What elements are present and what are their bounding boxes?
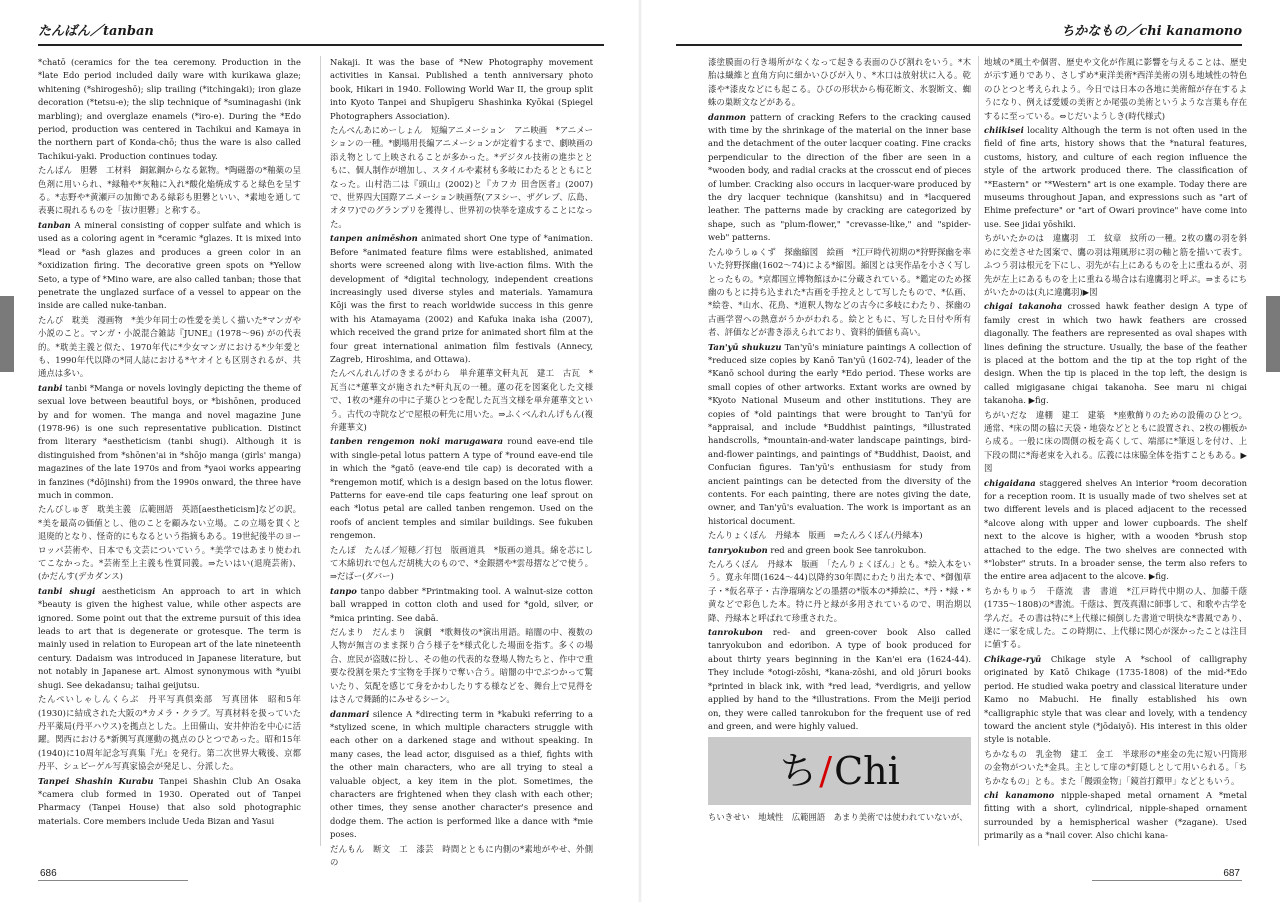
- right-page: [640, 0, 1280, 902]
- dictionary-entry-english: chigaidana staggered shelves An interior *room decoration for a reception room. It is usually made of two shelves set at two different levels and is placed adjacent to the recessed *alcove along with upper and lower cupboards. The shelf next to the alcove is higher, with a wooden *brush stop attached to the edge. The two shelves are connected with *"lobster" struts. In a broader sense, the term also refers to the entire area adjacent to the alcove. ▶fig.: [984, 477, 1247, 582]
- dictionary-entry-japanese: たんべんれんげのきまるがわら 単弁蓮華文軒丸瓦 建工 古瓦 *瓦当に*蓮華文が施された*軒丸瓦の一種。蓮の花を図案化した文様で、1枚の*蓮弁の中に子葉ひとつを配した瓦当文様を単弁蓮華文という。古代の寺院などで屋根の軒先に用いた。⇒ふくべんれんげもん(複弁蓮華文): [330, 368, 593, 432]
- dictionary-entry-japanese: Nakaji. It was the base of *New Photography movement activities in Kansai. Published a tenth anniversary photo book, Hikari in 1940. Following World War II, the group split into Kyoto Tanpei and Shupīgeru Shashinka Kyōkai (Spiegel Photographers Association).: [330, 57, 593, 121]
- dictionary-entry-english: danmon pattern of cracking Refers to the cracking caused with time by the shrinkage of the material on the inner base and the detachment of the outer lacquer coating. Fine cracks perpendicular to the direction of the fiber are seen in a *wooden body, and radial cracks at the crosscut end of pieces of lumber. Cracking also occurs in lacquer-ware produced by the dry lacquer technique (kanshitsu) and in *lacquered leather. The patterns made by cracking are categorized by shape, such as "plum-flower," "crevasse-like," and "spider-web" patterns.: [708, 111, 971, 243]
- dictionary-entry-english: tanpo tanpo dabber *Printmaking tool. A walnut-size cotton ball wrapped in cotton cloth and used for *gold, silver, or *mica printing. See dabā.: [330, 585, 593, 623]
- entry-headword: chiikisei: [984, 125, 1024, 136]
- section-banner-roman: Chi: [834, 748, 900, 793]
- entry-headword: danmari: [330, 708, 370, 719]
- dictionary-entry-japanese: たんりょくぼん 丹緑本 版画 ⇒たんろくぼん(丹緑本): [708, 530, 923, 541]
- dictionary-entry-japanese: ちがいたかのは 違鷹羽 工 紋章 紋所の一種。2枚の鷹の羽を斜めに交差させた図案で、鷹の羽は翔風形に羽の軸と筋を描いて表す。ふつう羽は根元を下にし、羽先が右上にあるものを上に重ねるが、羽先が左上にあるものを上に重ねる場合は右違鷹羽と呼ぶ。⇒まるにちがいたかのは(丸に違鷹羽)▶図: [984, 233, 1247, 297]
- entry-headword: tanbi shugi: [38, 585, 96, 596]
- entry-headword: Tanpei Shashin Kurabu: [38, 775, 154, 786]
- entry-headword: Chikage-ryū: [984, 653, 1042, 664]
- entry-headword: chigaidana: [984, 477, 1036, 488]
- entry-headword: Tan'yū shukuzu: [708, 341, 782, 352]
- entry-headword: tanben rengemon noki marugawara: [330, 436, 504, 447]
- left-thumb-index-tab: [0, 296, 14, 372]
- entry-headword: chi kanamono: [984, 789, 1055, 800]
- dictionary-entry-japanese: 漆塗膜面の行き場所がなくなって起きる表面のひび割れをいう。*木胎は繊維と直角方向に細かいひびが入り、*木口は放射状に入る。乾漆や*漆皮などにも起こる。ひびの形状から梅花断文、氷裂断文、蜘蛛の巣断文などがある。: [708, 57, 971, 108]
- dictionary-entry-english: tanrokubon red- and green-cover book Also called tanryokubon and edoribon. A type of book produced for about thirty years beginning in the Kan'ei era (1624-44). They include *otogi-zōshi, *kana-zōshi, and old jōruri books *printed in black ink, with *red lead, *verdigris, and yellow applied by hand to the *illustrations. From the Meiji period on, they were called tanrokubon for the frequent use of red and green, and were highly valued.: [708, 627, 971, 731]
- dictionary-entry-japanese: たんゆうしゅくず 探幽縮図 絵画 *江戸時代初期の*狩野探幽を率いた狩野探幽(1602〜74)による*縮図。縮図とは実作品を小さく写しとったもの。*京都国立博物館ほかに分蔵されている。*鑑定のため探幽のもとに持ち込まれた*古画を手控えとして写したもので、*仏画、*絵巻、*山水、花鳥、*道釈人物などの古今に多岐にわたり、探幽の古画学習への熱意がうかがわれる。絵とともに、写した日付や所有者、評価などが書き添えられており、資料的価値も高い。: [708, 246, 971, 338]
- entry-headword: tanbi: [38, 382, 63, 393]
- entry-headword: tanpo: [330, 585, 357, 596]
- dictionary-entry-english: Tanpei Shashin Kurabu Tanpei Shashin Club An Osaka *camera club formed in 1930. Operated out of Tanpei Pharmacy (Tanpei House) that also sold photographic materials. Core members include Ueda Bizan and Yasui: [38, 775, 301, 826]
- left-column-2: [330, 56, 593, 867]
- section-banner-kana: ち: [779, 748, 818, 793]
- dictionary-entry-japanese: たんび 耽美 漫画物 *美少年同士の性愛を美しく描いた*マンガや小説のこと。マンガ・小説混合雑誌『JUNE』(1978〜96) がの代表的。*耽美主義と似た、1970年代に*少女マンガにおける*少年愛とも、1990年代以降の*同人誌における*ヤオイとも区別されるが、共通点は多い。: [38, 314, 301, 379]
- left-column-divider: [320, 56, 321, 846]
- dictionary-entry-english: tanbi tanbi *Manga or novels lovingly depicting the theme of sexual love between beautiful boys, or *bishōnen, produced by and for women. The manga and novel magazine June (1978-96) is one such representative publication. Distinct from literary *aestheticism (tanbi shugi). Although it is distinguished from *shōnen'ai in *shōjo manga (girls' manga) magazines of the late 1970s and from *yaoi works appearing in fanzines (*dōjinshi) from the 1990s onward, the three have much in common.: [38, 382, 301, 500]
- left-running-head: たんばん／tanban: [38, 24, 154, 39]
- dictionary-entry-english: Tan'yū shukuzu Tan'yū's miniature paintings A collection of *reduced size copies by Kanō Tan'yū (1602-74), leader of the *Kanō school during the early *Edo period. These works are small copies of other artworks. Extant works are owned by *Kyoto National Museum and other institutions. They are copies of *old paintings that were brought to Tan'yū for *appraisal, and include *Buddhist paintings, *illustrated handscrolls, *mountain-and-water landscape paintings, bird-and-flower paintings, and paintings of *Buddhist, Daoist, and Confucian figures. Tan'yū's enthusiasm for study from ancient paintings can be detected from the diversity of the contents. For each painting, there are notes giving the date, owner, and Tan'yū's evaluation. The work is important as an historical document.: [708, 341, 971, 526]
- right-column-2: [984, 56, 1247, 846]
- right-running-head: ちかなもの／chi kanamono: [1061, 24, 1242, 39]
- dictionary-entry-japanese: たんろくぼん 丹緑本 版画 「たんりょくぼん」とも。*絵入本をいう。寛永年間(1624〜44)以降約30年間にわたり出た本で、*御伽草子・*仮名草子・古浄瑠璃などの墨摺の*版本の*挿絵に、*丹・*緑・*黄などで彩色した本。特に丹と緑が多用されているので、明治期以降、丹緑本と呼ばれて珍重された。: [708, 559, 971, 623]
- left-header-rule: [38, 44, 604, 46]
- right-header-rule: [676, 44, 1242, 46]
- dictionary-entry-japanese: だんもん 断文 工 漆芸 時間とともに内側の*素地がやせ、外側の: [330, 843, 593, 867]
- left-column-1: [38, 56, 301, 846]
- dictionary-entry-english: tanryokubon red and green book See tanrokubon.: [708, 544, 927, 555]
- dictionary-entry-english: chi kanamono nipple-shaped metal ornament A *metal fitting with a short, cylindrical, nipple-shaped ornament surrounded by a hemispherical washer (*zagane). Used primarily as a *nail cover. Also chichi kana-: [984, 789, 1247, 841]
- dictionary-entry-japanese: ちかなもの 乳金物 建工 金工 半球形の*座金の先に短い円筒形の金物がついた*金具。主として扉の*釘隠しとして用いられる。「ちちかなもの」とも。また「饅頭金物」「鏡首打鐶甲」などともいう。: [984, 748, 1247, 786]
- dictionary-entry-japanese: ちかもりゅう 千蔭流 書 書道 *江戸時代中期の人、加藤千蔭(1735〜1808)の*書流。千蔭は、賀茂真淵に師事して、和歌や古学を学んだ。その書は特に*上代様に傾倒した書道で明快な*書風であり、遂に一家を成した。この時期に、上代様に関心が深かったことは注目に値する。: [984, 585, 1247, 650]
- dictionary-entry-english: tanpen animēshon animated short One type of *animation. Before *animated feature films were established, animated shorts were screened along with live-action films. With the development of *digital technology, independent creations increasingly used diverse styles and materials. Yamamura Kōji was the first to reach worldwide success in this genre with his Atamayama (2002) and Kafuka inaka isha (2007), which received the grand prize for animated short film at the four great international animation film festivals (Annecy, Zagreb, Hiroshima, and Ottawa).: [330, 233, 593, 364]
- dictionary-entry-english: Chikage-ryū Chikage style A *school of calligraphy originated by Katō Chikage (1735-1808) of the mid-*Edo period. He studied waka poetry and classical literature under Kamo no Mabuchi. He finally established his own *calligraphic style that was clear and lovely, with a tendency toward the ancient style (*jōdaiyō). His interest in this older style is notable.: [984, 653, 1247, 745]
- dictionary-entry-japanese: たんぽ たんぽ／短穂／打包 版画道具 *版画の道具。綿を芯にして木綿切れで包んだ胡桃大のもので、*金銀摺や*雲母摺などで使う。⇒だばー(ダバー): [330, 544, 593, 582]
- entry-headword: tanryokubon: [708, 544, 768, 555]
- entry-headword: tanpen animēshon: [330, 233, 418, 244]
- dictionary-entry-japanese: *chatō (ceramics for the tea ceremony. Production in the *late Edo period included daily ware with kurikawa glaze; whitening (*shirogeshō); slip trailing (*itchingaki); iron glaze decoration (*tetsu-e); the slip technique of *suminagashi (ink marbling); and overglaze enamels (*iro-e). During the *Edo period, production was centered in Tachikui and Kamaya in the northern part of Konda-chō; thus the ware is also called Tachikui-yaki. Production continues today.: [38, 57, 301, 161]
- section-banner-chi: [708, 737, 971, 805]
- dictionary-entry-english: tanben rengemon noki marugawara round eave-end tile with single-petal lotus pattern A type of *round eave-end tile in which the *gatō (eave-end tile cap) is decorated with a *rengemon motif, which is a design based on the lotus flower. Patterns for eave-end tile caps featuring one leaf sprout on each *lotus petal are called tanben rengemon. Used on the roofs of ancient temples and similar buildings. See fukuben rengemon.: [330, 436, 593, 541]
- dictionary-entry-japanese: だんまり だんまり 演劇 *歌舞伎の*演出用語。暗闇の中、複数の人物が無言のまま探り合う様子を*様式化した場面を指す。多くの場合、庶民が盗賊に扮し、その他の代表的な登場人物たちと、作中で重要な役割を果たす宝物を手探りで奪い合う。暗闇の中でぶつかって驚いたり、気配を感じて身をかわしたりする様などを、舞台上で見得をはさんで舞踊的にみせるシーン。: [330, 627, 593, 705]
- entry-headword: chigai takanoha: [984, 301, 1063, 312]
- left-page-number: 686: [40, 868, 57, 879]
- section-banner-slash: /: [819, 748, 833, 793]
- right-footer-rule: [1092, 880, 1242, 881]
- dictionary-entry-english: tanbi shugi aestheticism An approach to art in which *beauty is given the highest value, while other aspects are ignored. Some point out that the extreme pursuit of this idea leads to art that is degenerate or grotesque. The term is mainly used in relation to European art of the late nineteenth century. Dadaism was introduced in Japanese literature, but not notably in Japanese art. Almost synonymous with *yuibi shugi. See dekadansu; taihai geijutsu.: [38, 585, 301, 690]
- right-column-1: [708, 56, 971, 846]
- dictionary-entry-japanese: たんばん 胆礬 工材料 銅鉱鋼からなる鉱物。*陶磁器の*釉薬の呈色剤に用いられ、*緑釉や*灰釉に入れ*酸化焔焼成すると緑色を呈する。*志野や*黄瀬戸の加飾である緑彩も胆礬といい、*素地を通して表裏に現れるものを「抜け胆礬」と称する。: [38, 165, 301, 216]
- dictionary-entry-japanese: ちがいだな 違棚 建工 建築 *座敷飾りのための設備のひとつ。通常、*床の間の脇に天袋・地袋などとともに設置され、2枚の棚板から成る。一般に床の間側の板を高くして、端部に*筆返しを付け、上下段の間に*海老束を入れる。広義には床脇全体を指すこともある。▶図: [984, 409, 1247, 474]
- entry-headword: tanban: [38, 219, 71, 230]
- dictionary-entry-japanese: たんびしゅぎ 耽美主義 広範囲語 英語[aestheticism]などの訳。*美を最高の価値とし、他のことを顧みない立場。この立場を貫くと退廃的となり、怪奇的にもなるという指摘もある。19世紀後半のヨーロッパ芸術や、日本でも文芸についていう。*美学ではあまり使われてこなかった。*芸術至上主義も性質同義。⇒たいはい(退廃芸術)、(かだんす(デカダンス): [38, 504, 301, 582]
- entry-headword: danmon: [708, 111, 746, 122]
- dictionary-entry-japanese: ちいきせい 地域性 広範囲語 あまり美術では使われていないが、: [708, 812, 968, 823]
- right-thumb-index-tab: [1266, 296, 1280, 372]
- dictionary-entry-japanese: 地域の*風土や個習、歴史や文化が作風に影響を与えることは、歴史が示す通りであり、さしずめ*東洋美術*西洋美術の別も地域性の特色のひとつと考えられよう。今日では日本の各地に美術館が存在するようになり、例えば愛媛の美術とか尾張の美術というような言葉も存在するに至っている。⇔じだいようしき(時代様式): [984, 57, 1247, 121]
- entry-headword: tanrokubon: [708, 627, 763, 638]
- dictionary-entry-english: chiikisei locality Although the term is not often used in the field of fine arts, history shows that the *natural features, customs, history, and culture of each region influence the style of the artwork produced there. The classification of "*Eastern" or "*Western" art is one example. Today there are museums throughout Japan, and expressions such as "art of Ehime prefecture" or "art of Owari province" have come into use. See jidai yōshiki.: [984, 125, 1247, 229]
- dictionary-entry-japanese: たんぺんあにめーしょん 短編アニメーション アニ映画 *アニメーションの一種。*劇場用長編アニメーションが定着するまで、劇映画の添え物として上映されることが多かった。*デジタル技術の進歩とともに、個人制作が増加し、スタイルや素材も多岐にわたるとともにとなった。山村浩二は『頭山』(2002)と『カフカ 田舎医者』(2007)で、世界四大国際アニメーション映画祭(アヌシー、ザグレブ、広島、オタワ)でのグランプリを獲得し、世界初の快挙を達成することになった。: [330, 125, 593, 229]
- right-page-number: 687: [1223, 868, 1240, 879]
- left-footer-rule: [38, 880, 188, 881]
- right-column-divider: [978, 56, 979, 846]
- dictionary-entry-japanese: たんぺいしゃしんくらぶ 丹平写真倶楽部 写真団体 昭和5年(1930)に結成された大阪の*カメラ・クラブ。写真材料を扱っていた丹平薬局(丹平ハウス)を拠点とした。上田備山、安井仲治を中心に活躍。関西における*新興写真運動の拠点のひとつであった。昭和15年(1940)に10周年記念写真集『光』を発行。第二次世界大戦後、京都丹平、シュピーゲル写真家協会が発足し、分派した。: [38, 694, 301, 772]
- dictionary-entry-english: danmari silence A *directing term in *kabuki referring to a *stylized scene, in which multiple characters struggle with each other on a darkened stage and without speaking. In many cases, the lead actor, disguised as a thief, fights with the other main characters, who are all trying to steal a valuable object, a key item in the plot. Sometimes, the characters are frightened when they clash with each other; other times, they sense another character's presence and dodge them. The action is performed like a dance with *mie poses.: [330, 708, 593, 840]
- dictionary-entry-english: tanban A mineral consisting of copper sulfate and which is used as a coloring agent in *ceramic *glazes. It is mixed into *lead or *ash glazes and produces a green color in an *oxidization firing. The decorative green spots on *Yellow Seto, a type of *Mino ware, are also called tanban; those that penetrate the unglazed surface of a vessel to appear on the inside are called nuke-tanban.: [38, 219, 301, 311]
- dictionary-entry-english: chigai takanoha crossed hawk feather design A type of family crest in which two hawk feathers are crossed diagonally. The feathers are represented as oval shapes with lines defining the structure. Usually, the base of the feather is placed at the bottom and the tip at the top right of the design. When the tip is placed in the top left, the design is called migigasane chigai takanoha. See maru ni chigai takanoha. ▶fig.: [984, 301, 1248, 406]
